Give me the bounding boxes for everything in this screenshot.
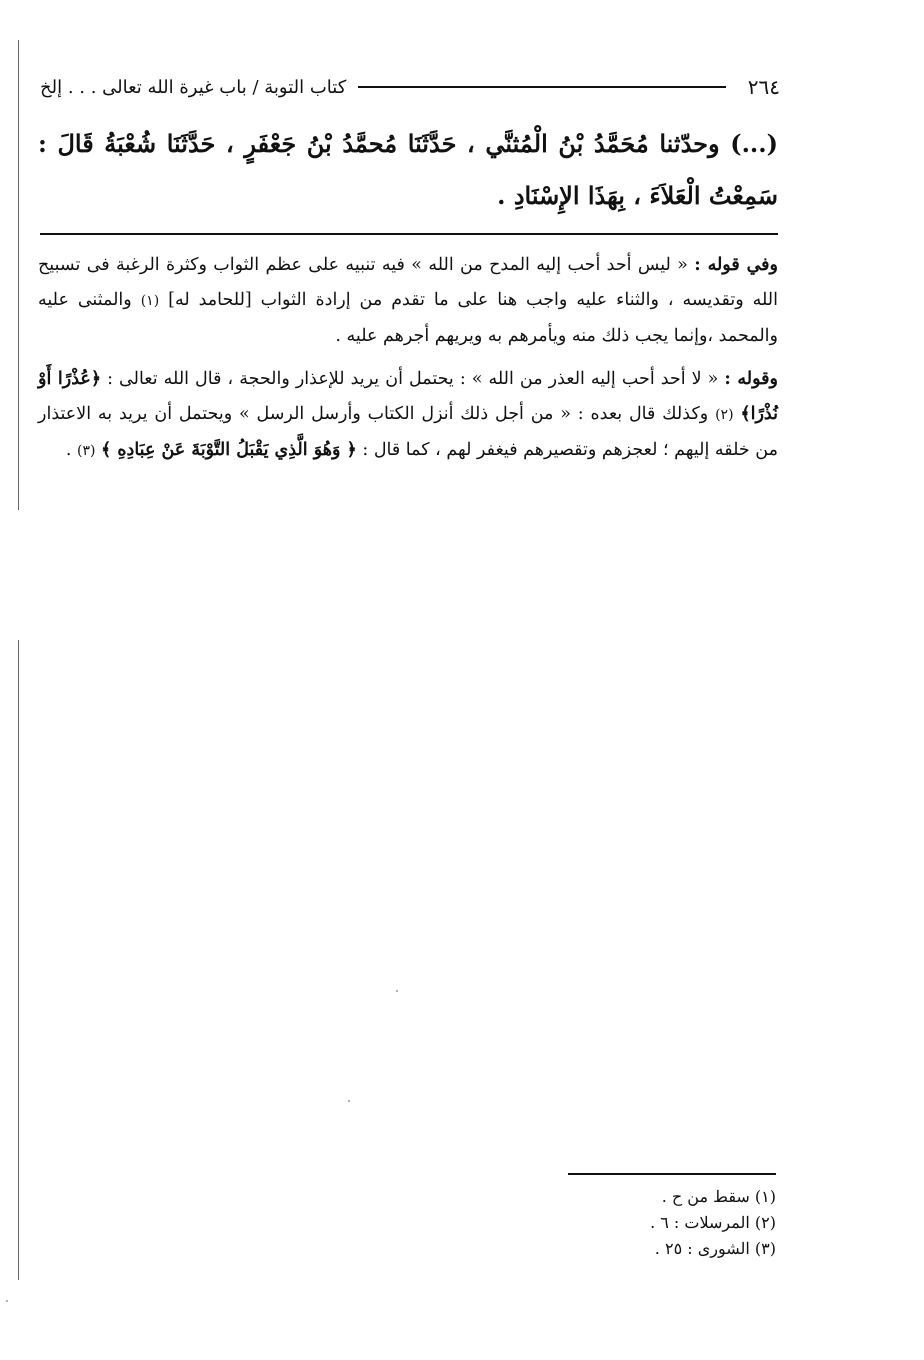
- chapter-title: كتاب التوبة / باب غيرة الله تعالى . . . إلخ: [40, 76, 347, 98]
- scan-speck: [396, 990, 398, 992]
- footnote-3: (٣) الشورى : ٢٥ .: [654, 1239, 776, 1258]
- scan-speck: [348, 1100, 350, 1102]
- paragraph-text: « ليس أحد أحب إليه المدح من الله » فيه تنبيه على عظم الثواب وكثرة الرغبة فى تسبيح الله وتقديسه ، والثناء عليه واجب هنا على ما تقدم من إرادة الثواب [للحامد له]: [38, 255, 778, 310]
- paragraph-tail: والمثنى عليه والمحمد ،وإنما يجب ذلك منه ويأمرهم به ويريهم أجرهم عليه .: [38, 290, 778, 346]
- paragraph-lead: وفي قوله :: [694, 255, 778, 275]
- footnote-ref-1[interactable]: (١): [140, 293, 160, 309]
- footnote-ref-3[interactable]: (٣): [76, 443, 96, 459]
- paragraph-text: وكذلك قال بعده : « من أجل ذلك أنزل الكتاب وأرسل الرسل » ويحتمل أن يريد به الاعتذار من خلقه إليهم ؛ لعجزهم وتقصيرهم فيغفر لهم ، كما قال :: [38, 404, 778, 460]
- header-rule: [358, 86, 726, 88]
- paragraph-lead: وقوله :: [724, 369, 778, 389]
- quran-quote: ﴿عُذْرًا أَوْ نُذْرًا﴾: [38, 369, 778, 424]
- footnote-rule: [568, 1173, 776, 1175]
- quran-quote: ﴿ وَهُوَ الَّذِي يَقْبَلُ التَّوْبَةَ عَنْ عِبَادِهِ ﴾: [101, 440, 357, 460]
- separator-rule: [40, 233, 778, 235]
- paragraph-end: .: [65, 440, 72, 460]
- footnote-1: (١) سقط من ح .: [661, 1187, 776, 1206]
- hadith-text: (...) وحدّثنا مُحَمَّدُ بْنُ الْمُثنَّي ، حَدَّثَنَا مُحمَّدُ بْنُ جَعْفَرٍ ، حَدَّثَنَا شُعْبَةُ قَالَ : سَمِعْتُ الْعَلاَءَ ، بِهَذَا الإِسْنَادِ .: [38, 129, 778, 210]
- page-edge-line: [18, 40, 19, 510]
- footnote-2: (٢) المرسلات : ٦ .: [650, 1213, 776, 1232]
- commentary: [38, 248, 778, 477]
- paragraph-text: « لا أحد أحب إليه العذر من الله » : يحتمل أن يريد للإعذار والحجة ، قال الله تعالى :: [107, 369, 719, 389]
- footnote-ref-2[interactable]: (٢): [715, 407, 734, 423]
- scan-speck: [6, 1300, 8, 1302]
- commentary-paragraph-2: [38, 362, 778, 469]
- page-edge-line-lower: [18, 640, 19, 1280]
- commentary-paragraph-1: [38, 248, 778, 354]
- page-number: ٢٦٤: [747, 75, 780, 99]
- footnotes: [400, 1184, 776, 1262]
- running-header: [40, 72, 780, 102]
